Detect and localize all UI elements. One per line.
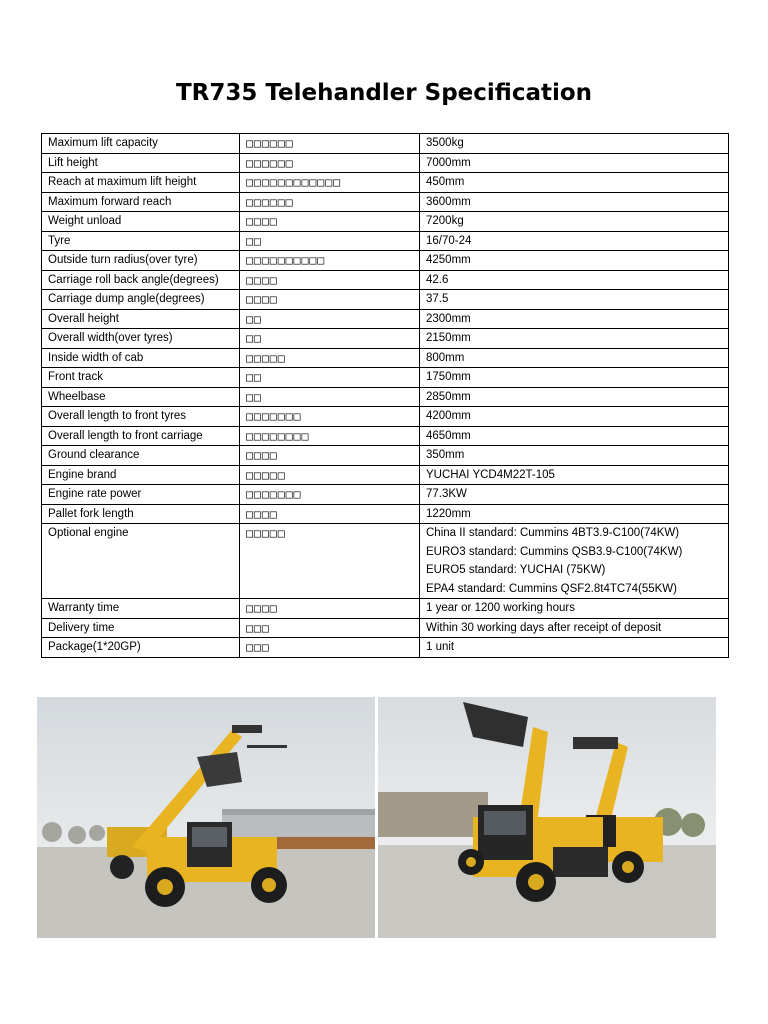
spec-value: 4650mm <box>420 426 729 446</box>
table-row <box>42 485 729 505</box>
telehandler-photo-left <box>37 697 375 938</box>
spec-chinese-label: □□□□□ <box>240 465 420 485</box>
spec-value: 3600mm <box>420 192 729 212</box>
spec-label: Overall length to front tyres <box>42 407 240 427</box>
spec-chinese-label: □□□ <box>240 638 420 658</box>
spec-chinese-label: □□□□□□ <box>240 153 420 173</box>
spec-value: 77.3KW <box>420 485 729 505</box>
spec-label: Tyre <box>42 231 240 251</box>
telehandler-photo-right <box>378 697 716 938</box>
spec-label: Maximum lift capacity <box>42 134 240 154</box>
spec-value: 1 unit <box>420 638 729 658</box>
optional-engine-item: EPA4 standard: Cummins QSF2.8t4TC74(55KW) <box>426 582 677 595</box>
table-row <box>42 309 729 329</box>
spec-value: 4250mm <box>420 251 729 271</box>
spec-value: 450mm <box>420 173 729 193</box>
table-row <box>42 387 729 407</box>
table-row <box>42 465 729 485</box>
spec-chinese-label: □□ <box>240 329 420 349</box>
spec-label: Package(1*20GP) <box>42 638 240 658</box>
table-row <box>42 348 729 368</box>
spec-value: 800mm <box>420 348 729 368</box>
optional-engine-item: China II standard: Cummins 4BT3.9-C100(74KW) <box>426 527 680 539</box>
spec-chinese-label: □□□□ <box>240 446 420 466</box>
spec-label: Weight unload <box>42 212 240 232</box>
spec-chinese-label: □□□ <box>240 618 420 638</box>
spec-label: Ground clearance <box>42 446 240 466</box>
spec-label: Optional engine <box>42 524 240 599</box>
table-row <box>42 368 729 388</box>
spec-label: Front track <box>42 368 240 388</box>
table-row <box>42 192 729 212</box>
spec-chinese-label: □□□□□□□□ <box>240 426 420 446</box>
spec-value-list <box>420 524 729 599</box>
spec-value: 350mm <box>420 446 729 466</box>
spec-value: 16/70-24 <box>420 231 729 251</box>
spec-label: Warranty time <box>42 599 240 619</box>
spec-label: Overall height <box>42 309 240 329</box>
spec-label: Carriage roll back angle(degrees) <box>42 270 240 290</box>
spec-label: Engine rate power <box>42 485 240 505</box>
spec-value: 4200mm <box>420 407 729 427</box>
spec-value: 2150mm <box>420 329 729 349</box>
spec-chinese-label: □□□□□ <box>240 348 420 368</box>
spec-label: Delivery time <box>42 618 240 638</box>
spec-value: 1220mm <box>420 504 729 524</box>
spec-label: Pallet fork length <box>42 504 240 524</box>
spec-value: 1 year or 1200 working hours <box>420 599 729 619</box>
spec-label: Overall length to front carriage <box>42 426 240 446</box>
specification-table <box>41 133 729 658</box>
spec-label: Carriage dump angle(degrees) <box>42 290 240 310</box>
optional-engine-item: EURO3 standard: Cummins QSB3.9-C100(74KW) <box>426 545 683 558</box>
table-row <box>42 212 729 232</box>
spec-label: Maximum forward reach <box>42 192 240 212</box>
spec-label: Lift height <box>42 153 240 173</box>
table-row <box>42 231 729 251</box>
spec-chinese-label: □□□□□□□ <box>240 485 420 505</box>
spec-label: Overall width(over tyres) <box>42 329 240 349</box>
table-row <box>42 290 729 310</box>
document-title: TR735 Telehandler Specification <box>175 80 593 106</box>
table-row <box>42 134 729 154</box>
spec-label: Inside width of cab <box>42 348 240 368</box>
spec-chinese-label: □□ <box>240 231 420 251</box>
spec-chinese-label: □□□□□□ <box>240 134 420 154</box>
table-row <box>42 173 729 193</box>
spec-value: 37.5 <box>420 290 729 310</box>
spec-label: Outside turn radius(over tyre) <box>42 251 240 271</box>
table-row <box>42 638 729 658</box>
spec-value: 42.6 <box>420 270 729 290</box>
table-row <box>42 251 729 271</box>
spec-chinese-label: □□ <box>240 387 420 407</box>
table-row <box>42 504 729 524</box>
spec-chinese-label: □□ <box>240 368 420 388</box>
table-row <box>42 446 729 466</box>
table-row <box>42 618 729 638</box>
spec-chinese-label: □□□□ <box>240 504 420 524</box>
spec-label: Engine brand <box>42 465 240 485</box>
spec-chinese-label: □□ <box>240 309 420 329</box>
spec-value: 3500kg <box>420 134 729 154</box>
table-row-optional-engine <box>42 524 729 599</box>
spec-chinese-label: □□□□□□ <box>240 192 420 212</box>
table-row <box>42 153 729 173</box>
spec-label: Wheelbase <box>42 387 240 407</box>
table-row <box>42 599 729 619</box>
spec-chinese-label: □□□□□□□□□□□□ <box>240 173 420 193</box>
spec-chinese-label: □□□□□ <box>240 524 420 599</box>
table-row <box>42 426 729 446</box>
optional-engine-item: EURO5 standard: YUCHAI (75KW) <box>426 564 606 577</box>
table-row <box>42 270 729 290</box>
spec-value: 7000mm <box>420 153 729 173</box>
spec-value: 2850mm <box>420 387 729 407</box>
table-row <box>42 407 729 427</box>
spec-chinese-label: □□□□ <box>240 212 420 232</box>
spec-value: Within 30 working days after receipt of deposit <box>420 618 729 638</box>
spec-chinese-label: □□□□□□□□□□ <box>240 251 420 271</box>
spec-value: YUCHAI YCD4M22T-105 <box>420 465 729 485</box>
spec-chinese-label: □□□□ <box>240 599 420 619</box>
spec-value: 7200kg <box>420 212 729 232</box>
table-row <box>42 329 729 349</box>
spec-chinese-label: □□□□□□□ <box>240 407 420 427</box>
spec-chinese-label: □□□□ <box>240 290 420 310</box>
spec-value: 1750mm <box>420 368 729 388</box>
spec-value: 2300mm <box>420 309 729 329</box>
spec-chinese-label: □□□□ <box>240 270 420 290</box>
spec-label: Reach at maximum lift height <box>42 173 240 193</box>
